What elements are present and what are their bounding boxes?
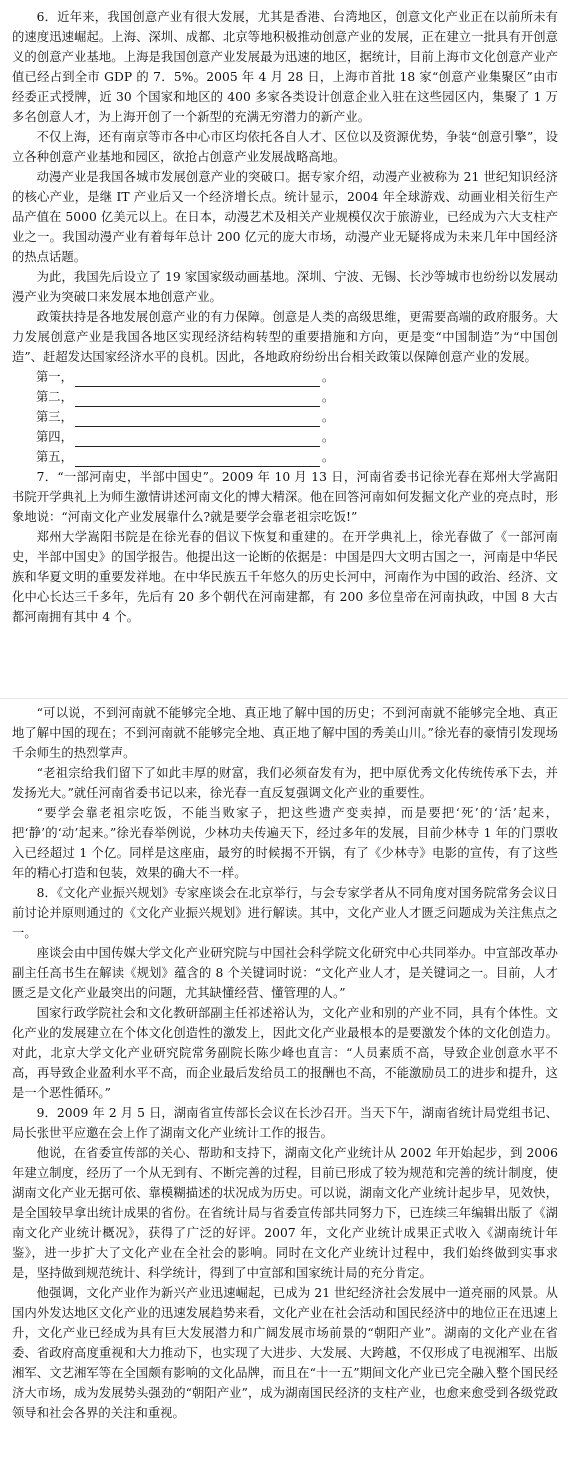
page-panel-top (0, 0, 568, 698)
q8-paragraph-1: 8．《文化产业振兴规划》专家座谈会在北京举行，与会专家学者从不同角度对国务院常务会议日前讨论并原则通过的《文化产业振兴规划》进行解读。其中，文化产业人才匮乏问题成为关注焦点之一。 (12, 886, 558, 940)
answer-blank-row-4 (12, 427, 558, 447)
answer-blank-line[interactable] (75, 392, 320, 407)
answer-blank-row-2 (12, 387, 558, 407)
q6-paragraph-1: 6．近年来，我国创意产业有很大发展，尤其是香港、台湾地区，创意文化产业正在以前所未有的速度迅速崛起。上海、深圳、成都、北京等地积极推动创意产业的发展，正在建立一批具有开创意义的创意产业基地。上海是我国创意产业发展最为迅速的地区，据统计，目前上海市文化创意产业产值已经占到全市 GDP 的 7．5%。2005 年 4 月 28 日，上海市首批 18 家“创意产业集聚区”由市经委正式授牌，近 30 个国家和地区的 400 多家各类设计创意企业入驻在这些园区内，集聚了 1 万多名创意人才，为上海开创了一个新型的充满无穷潜力的新产业。 (12, 10, 558, 124)
answer-blank-row-3 (12, 407, 558, 427)
answer-blank-line[interactable] (75, 432, 320, 447)
q6-paragraph-4: 为此，我国先后设立了 19 家国家级动画基地。深圳、宁波、无锡、长沙等城市也纷纷以发展动漫产业为突破口来发展本地创意产业。 (12, 270, 558, 304)
q9-paragraph-2: 他说，在省委宣传部的关心、帮助和支持下，湖南文化产业统计从 2002 年开始起步，到 2006 年建立制度，经历了一个从无到有、不断完善的过程，目前已形成了较为规范和完善的统计制度，使湖南文化产业无据可依、靠模糊描述的状况成为历史。可以说，湖南文化产业统计起步早，见效快，是全国较早拿出统计成果的省份。在省统计局与省委宣传部共同努力下，已连续三年编辑出版了《湖南文化产业统计概况》，获得了广泛的好评。2007 年，文化产业统计成果正式收入《湖南统计年鉴》，进一步扩大了文化产业在全社会的影响。同时在文化产业统计过程中，我们始终做到实事求是，坚持做到规范统计、科学统计，得到了中宣部和国家统计局的充分肯定。 (12, 1146, 558, 1280)
q7-paragraph-3: “可以说，不到河南就不能够完全地、真正地了解中国的历史；不到河南就不能够完全地、真正地了解中国的现在；不到河南就不能够完全地、真正地了解中国的秀美山川。”徐光春的豪情引发现场千余师生的热烈掌声。 (12, 706, 558, 760)
answer-blank-label: 第三， (36, 410, 73, 424)
page-panel-bottom (0, 698, 568, 1473)
answer-blank-line[interactable] (75, 372, 320, 387)
q7-paragraph-4: “老祖宗给我们留下了如此丰厚的财富，我们必须奋发有为，把中原优秀文化传统传承下去，并发扬光大。”就任河南省委书记以来，徐光春一直反复强调文化产业的重要性。 (12, 766, 558, 800)
q9-paragraph-1: 9．2009 年 2 月 5 日，湖南省宣传部长会议在长沙召开。当天下午，湖南省统计局党组书记、局长张世平应邀在会上作了湖南文化产业统计工作的报告。 (12, 1106, 558, 1140)
answer-blank-label: 第五， (36, 450, 73, 464)
answer-blank-line[interactable] (75, 452, 320, 467)
q9-paragraph-3: 他强调，文化产业作为新兴产业迅速崛起，已成为 21 世纪经济社会发展中一道亮丽的风景。从国内外发达地区文化产业的迅速发展趋势来看，文化产业在社会活动和国民经济中的地位正在迅速上升，文化产业已经成为具有巨大发展潜力和广阔发展市场前景的“朝阳产业”。湖南的文化产业在省委、省政府高度重视和大力推动下，也实现了大进步、大发展、大跨越，不仅形成了电视湘军、出版湘军、文艺湘军等在全国颇有影响的文化品牌，而且在“十一五”期间文化产业已完全融入整个国民经济大市场，成为发展势头强劲的“朝阳产业”，成为湖南国民经济的支柱产业，也愈来愈受到各级党政领导和社会各界的关注和重视。 (12, 1286, 558, 1420)
answer-blank-end: 。 (321, 430, 335, 444)
q6-paragraph-2: 不仅上海，还有南京等市各中心市区均依托各自人才、区位以及资源优势，争装“创意引擎”，设立各种创意产业基地和园区，欲抢占创意产业发展战略高地。 (12, 130, 558, 164)
answer-blank-end: 。 (321, 390, 335, 404)
q7-paragraph-5: “要学会靠老祖宗吃饭，不能当败家子，把这些遗产变卖掉，而是要把‘死’的‘活’起来，把‘静’的‘动’起来。”徐光春举例说，少林功夫传遍天下，经过多年的发展，目前少林寺 1 年的门票收入已经超过 1 个亿。同样是这座庙，最穷的时候揭不开锅，有了《少林寺》电影的宣传，有了这些年的精心打造和包装，效果的确大不一样。 (12, 806, 558, 880)
q7-paragraph-1: 7．“一部河南史，半部中国史”。2009 年 10 月 13 日，河南省委书记徐光春在郑州大学嵩阳书院开学典礼上为师生激情讲述河南文化的博大精深。他在回答河南如何发掘文化产业的亮点时，形象地说：“河南文化产业发展靠什么?就是要学会靠老祖宗吃饭!” (12, 470, 558, 524)
q6-paragraph-3: 动漫产业是我国各城市发展创意产业的突破口。据专家介绍，动漫产业被称为 21 世纪知识经济的核心产业，是继 IT 产业后又一个经济增长点。统计显示，2004 年全球游戏、动画业相关衍生产品产值在 5000 亿美元以上。在日本，动漫艺术及相关产业规模仅次于旅游业，已经成为六大支柱产业之一。我国动漫产业有着每年总计 200 亿元的庞大市场，动漫产业无疑将成为未来几年中国经济的热点话题。 (12, 170, 558, 264)
answer-blank-end: 。 (321, 370, 335, 384)
answer-blank-end: 。 (321, 410, 335, 424)
q8-paragraph-2: 座谈会由中国传媒大学文化产业研究院与中国社会科学院文化研究中心共同举办。中宣部改革办副主任高书生在解读《规划》蕴含的 8 个关键词时说：“文化产业人才，是关键词之一。目前，人才匮乏是文化产业最突出的问题，尤其缺懂经营、懂管理的人。” (12, 946, 558, 1000)
answer-blank-row-5 (12, 447, 558, 467)
answer-blank-label: 第四， (36, 430, 73, 444)
answer-blank-end: 。 (321, 450, 335, 464)
q7-paragraph-2: 郑州大学嵩阳书院是在徐光春的倡议下恢复和重建的。在开学典礼上，徐光春做了《一部河南史，半部中国史》的国学报告。他提出这一论断的依据是：中国是四大文明古国之一，河南是中华民族和华夏文明的重要发祥地。在中华民族五千年悠久的历史长河中，河南作为中国的政治、经济、文化中心长达三千多年，先后有 20 多个朝代在河南建都，有 200 多位皇帝在河南执政，中国 8 大古都河南拥有其中 4 个。 (12, 530, 558, 624)
q6-paragraph-5: 政策扶持是各地发展创意产业的有力保障。创意是人类的高级思维，更需要高端的政府服务。大力发展创意产业是我国各地区实现经济结构转型的重要措施和方向，更是变“中国制造”为“中国创造”、赶超发达国家经济水平的良机。因此，各地政府纷纷出台相关政策以保障创意产业的发展。 (12, 310, 558, 364)
answer-blank-label: 第二， (36, 390, 73, 404)
answer-blank-label: 第一， (36, 370, 73, 384)
answer-blank-line[interactable] (75, 412, 320, 427)
answer-blank-row-1 (12, 367, 558, 387)
q8-paragraph-3: 国家行政学院社会和文化教研部副主任祁述裕认为，文化产业和别的产业不同，具有个体性。文化产业的发展建立在个体文化创造性的激发上，因此文化产业最根本的是要激发个体的文化创造力。对此，北京大学文化产业研究院常务副院长陈少峰也直言：“人员素质不高，导致企业创意水平不高，再导致企业盈利水平不高，而企业最后发给员工的报酬也不高，不能激励员工的进步和提升，这是一个恶性循环。” (12, 1006, 558, 1100)
